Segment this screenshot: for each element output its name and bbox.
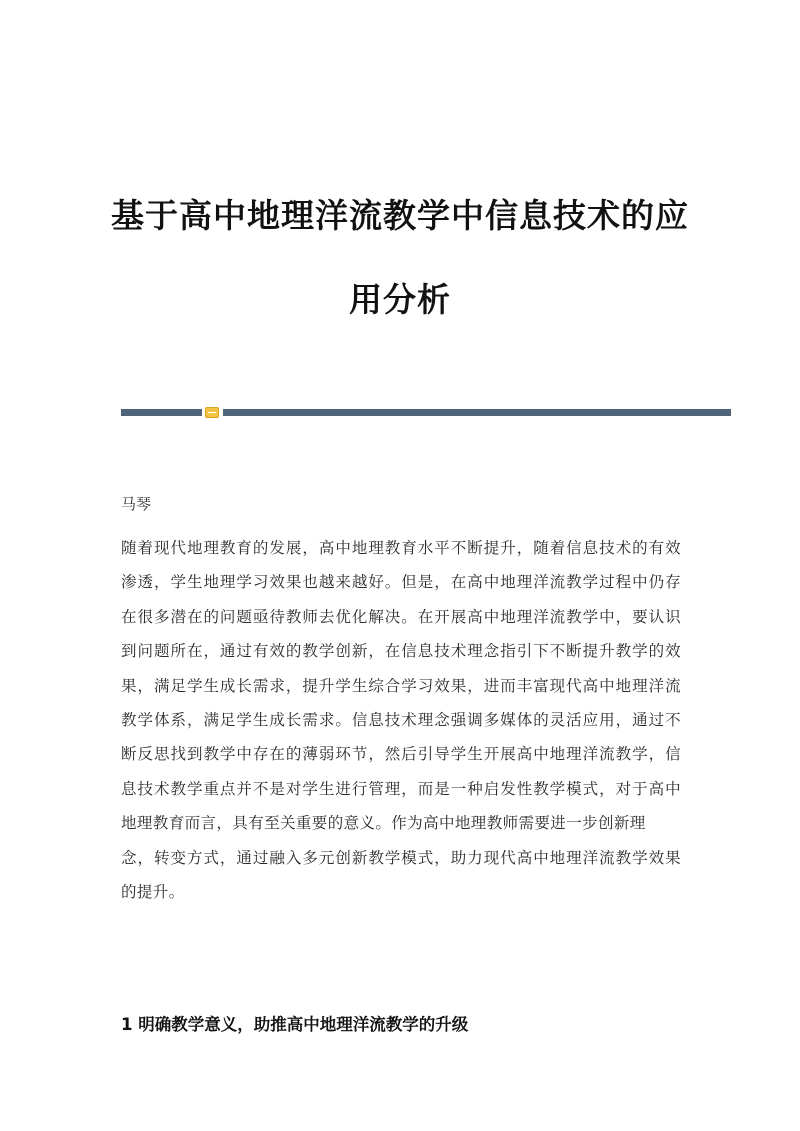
section-heading: 1 明确教学意义，助推高中地理洋流教学的升级 <box>121 1015 469 1034</box>
document-title-line-1: 基于高中地理洋流教学中信息技术的应 <box>111 196 689 235</box>
abstract-line: 果，满足学生成长需求，提升学生综合学习效果，进而丰富现代高中地理洋流 <box>121 676 681 695</box>
abstract-line: 断反思找到教学中存在的薄弱环节，然后引导学生开展高中地理洋流教学，信 <box>121 745 681 764</box>
abstract-line: 教学体系，满足学生成长需求。信息技术理念强调多媒体的灵活应用，通过不 <box>121 710 681 729</box>
abstract-line: 念，转变方式，通过融入多元创新教学模式，助力现代高中地理洋流教学效果 <box>121 848 681 867</box>
author-name: 马琴 <box>121 495 152 513</box>
title-divider-right <box>223 409 731 416</box>
abstract-line: 的提升。 <box>121 882 185 901</box>
abstract-line: 渗透，学生地理学习效果也越来越好。但是，在高中地理洋流教学过程中仍存 <box>121 573 681 592</box>
abstract-line: 到问题所在，通过有效的教学创新，在信息技术理念指引下不断提升教学的效 <box>121 642 681 661</box>
abstract-line: 息技术教学重点并不是对学生进行管理，而是一种启发性教学模式，对于高中 <box>121 779 681 798</box>
title-divider-left <box>121 409 202 416</box>
abstract-paragraph <box>121 536 681 914</box>
divider-emblem-icon <box>205 407 219 418</box>
abstract-line: 随着现代地理教育的发展，高中地理教育水平不断提升，随着信息技术的有效 <box>121 539 681 557</box>
abstract-line: 在很多潜在的问题亟待教师去优化解决。在开展高中地理洋流教学中，要认识 <box>121 607 681 626</box>
abstract-line: 地理教育而言，具有至关重要的意义。作为高中地理教师需要进一步创新理 <box>121 814 646 833</box>
document-title-line-2: 用分析 <box>349 280 451 319</box>
